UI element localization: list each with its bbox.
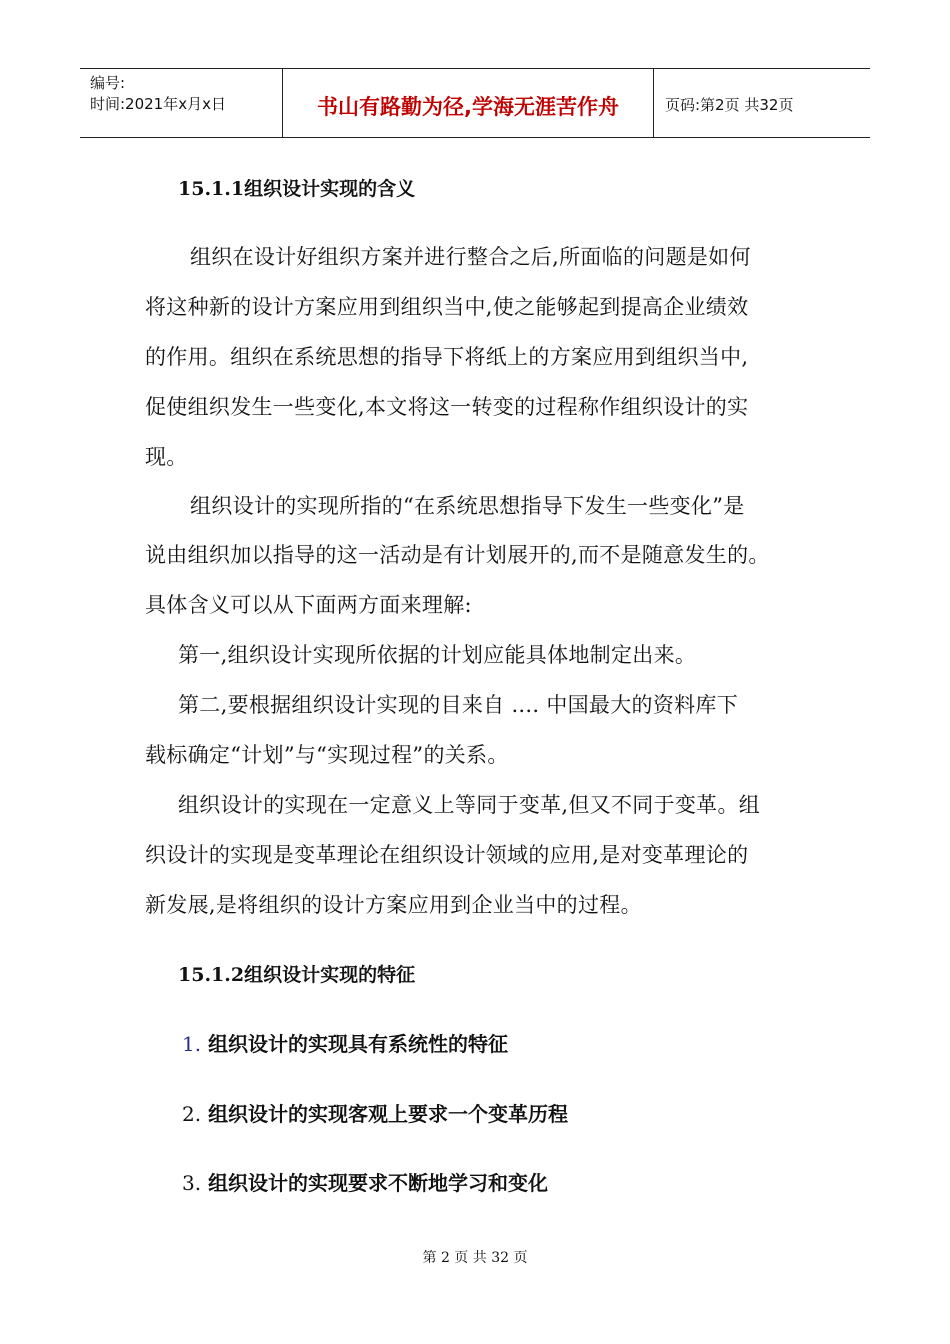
paragraph-line: 促使组织发生一些变化,本文将这一转变的过程称作组织设计的实 [145,395,749,419]
list-item-text: 组织设计的实现客观上要求一个变革历程 [208,1102,569,1126]
paragraph-line: 说由组织加以指导的这一活动是有计划展开的,而不是随意发生的。 [145,543,770,567]
paragraph-line: 第二,要根据组织设计实现的目来自 .... 中国最大的资料库下 [178,693,739,717]
page-footer: 第 2 页 共 32 页 [422,1250,528,1266]
paragraph-line: 新发展,是将组织的设计方案应用到企业当中的过程。 [145,893,642,917]
list-item-number: 3. [182,1171,202,1195]
paragraph-line: 组织设计的实现在一定意义上等同于变革,但又不同于变革。组 [178,793,761,817]
header-motto: 书山有路勤为径,学海无涯苦作舟 [317,95,619,119]
header-motto-cell [282,69,654,137]
page-header [80,68,870,138]
list-item [182,1167,548,1196]
paragraph-line: 组织在设计好组织方案并进行整合之后,所面临的问题是如何 [190,245,751,269]
list-item-number: 2. [182,1102,202,1126]
paragraph-line: 载标确定“计划”与“实现过程”的关系。 [145,743,509,767]
section-heading-15-1-1: 15.1.1组织设计实现的含义 [178,178,416,200]
paragraph-line: 织设计的实现是变革理论在组织设计领域的应用,是对变革理论的 [145,843,749,867]
list-item-text: 组织设计的实现要求不断地学习和变化 [208,1171,549,1195]
list-item-text: 组织设计的实现具有系统性的特征 [208,1032,509,1056]
header-meta-cell [80,69,282,137]
paragraph-line: 第一,组织设计实现所依据的计划应能具体地制定出来。 [178,643,697,667]
header-page-cell [653,69,870,137]
paragraph-line: 的作用。组织在系统思想的指导下将纸上的方案应用到组织当中, [145,345,749,369]
paragraph-line: 现。 [145,445,188,469]
header-page-info: 页码:第2页 共32页 [665,96,794,114]
document-date-label: 时间:2021年x月x日 [90,95,226,113]
document-number-label: 编号: [90,74,126,92]
list-item [182,1098,568,1127]
section-heading-15-1-2: 15.1.2组织设计实现的特征 [178,964,416,986]
paragraph-line: 具体含义可以从下面两方面来理解: [145,593,472,617]
paragraph-line: 将这种新的设计方案应用到组织当中,使之能够起到提高企业绩效 [145,295,749,319]
paragraph-line: 组织设计的实现所指的“在系统思想指导下发生一些变化”是 [190,494,745,518]
list-item [182,1028,508,1057]
list-item-number: 1. [182,1032,202,1056]
